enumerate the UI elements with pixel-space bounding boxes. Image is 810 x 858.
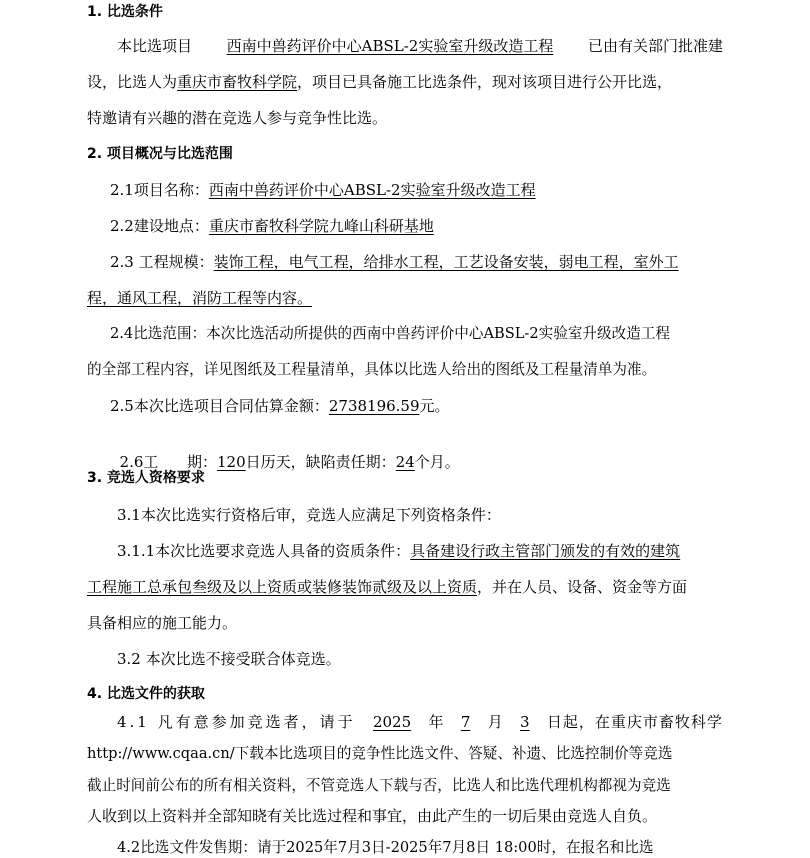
defect-months: 24 [395, 453, 415, 471]
text: 年 [428, 713, 444, 731]
unit: 个月。 [414, 453, 460, 471]
label: 3.1.1本次比选要求竞选人具备的资质条件： [117, 542, 411, 560]
label: 2.1项目名称： [110, 181, 209, 199]
text: 日起，在重庆市畜牧科学 [546, 713, 723, 731]
section-1-heading: 1. 比选条件 [87, 4, 163, 20]
scale-value: 装饰工程，电气工程，给排水工程，工艺设备安装，弱电工程，室外工 [213, 253, 679, 271]
item-2-3-cont: 程，通风工程，消防工程等内容。 [87, 289, 313, 307]
item-2-4-cont: 的全部工程内容，详见图纸及工程量清单，具体以比选人给出的图纸及工程量清单为准。 [87, 361, 657, 378]
section-3-heading: 3. 竞选人资格要求 [87, 470, 205, 486]
start-year: 2025 [372, 713, 412, 731]
item-3-1-1-end: 具备相应的施工能力。 [87, 614, 238, 632]
qualification-req: 工程施工总承包叁级及以上资质或装修装饰贰级及以上资质 [87, 578, 478, 596]
item-4-1-line-4: 人收到以上资料并全部知晓有关比选过程和事宜，由此产生的一切后果由竞选人自负。 [87, 807, 658, 825]
s1-text: 已由有关部门批准建 [587, 37, 723, 55]
contract-amount: 2738196.59 [328, 397, 420, 415]
section-2-heading: 2. 项目概况与比选范围 [87, 146, 233, 162]
label: 2.6工 期： [119, 453, 218, 471]
item-4-1-line-3: 截止时间前公布的所有相关资料，不管竞选人下载与否，比选人和比选代理机构都视为竞选 [87, 777, 671, 794]
item-2-4: 2.4比选范围：本次比选活动所提供的西南中兽药评价中心ABSL-2实验室升级改造工程 [110, 325, 670, 342]
item-2-1 [110, 180, 536, 200]
s1-text: ，项目已具备施工比选条件，现对该项目进行公开比选， [297, 73, 673, 91]
s1-line-1 [117, 36, 723, 56]
duration-days: 120 [217, 453, 246, 471]
start-month: 7 [460, 713, 471, 731]
owner-name: 重庆市畜牧科学院 [177, 73, 298, 91]
text: 日历天，缺陷责任期： [245, 453, 396, 471]
s1-text: 设，比选人为 [87, 73, 178, 91]
start-day: 3 [520, 713, 530, 731]
item-2-6 [110, 432, 460, 472]
s1-line-3: 特邀请有兴趣的潜在竞选人参与竞争性比选。 [87, 109, 388, 127]
item-4-2: 4.2比选文件发售期：请于2025年7月3日-2025年7月8日 18:00时，在报名和比选 [117, 839, 654, 856]
item-2-5 [110, 396, 450, 416]
item-3-1: 3.1本次比选实行资格后审，竞选人应满足下列资格条件： [117, 506, 501, 524]
section-4-heading: 4. 比选文件的获取 [87, 686, 205, 702]
item-2-3 [110, 252, 679, 272]
item-4-1-url-line: http://www.cqaa.cn/下载本比选项目的竞争性比选文件、答疑、补遗、比选控制价等竞选 [87, 745, 673, 762]
unit: 元。 [419, 397, 450, 415]
label: 2.3 工程规模： [110, 253, 214, 271]
text: ，并在人员、设备、资金等方面 [477, 578, 688, 596]
text: 4.1 凡有意参加竞选者，请于 [117, 713, 356, 731]
item-4-1 [117, 712, 723, 732]
qualification-req: 具备建设行政主管部门颁发的有效的建筑 [410, 542, 681, 560]
location-value: 重庆市畜牧科学院九峰山科研基地 [208, 217, 434, 235]
project-name: 西南中兽药评价中心ABSL-2实验室升级改造工程 [226, 37, 554, 55]
project-name-value: 西南中兽药评价中心ABSL-2实验室升级改造工程 [208, 181, 536, 199]
item-3-1-1 [117, 541, 680, 561]
item-3-2: 3.2 本次比选不接受联合体竞选。 [117, 650, 341, 668]
item-3-1-1-cont [87, 577, 687, 597]
item-2-2 [110, 216, 434, 236]
text: 月 [487, 713, 503, 731]
s1-line-2 [87, 72, 672, 92]
label: 2.5本次比选项目合同估算金额： [110, 397, 329, 415]
s1-text: 本比选项目 [117, 37, 193, 55]
label: 2.2建设地点： [110, 217, 209, 235]
